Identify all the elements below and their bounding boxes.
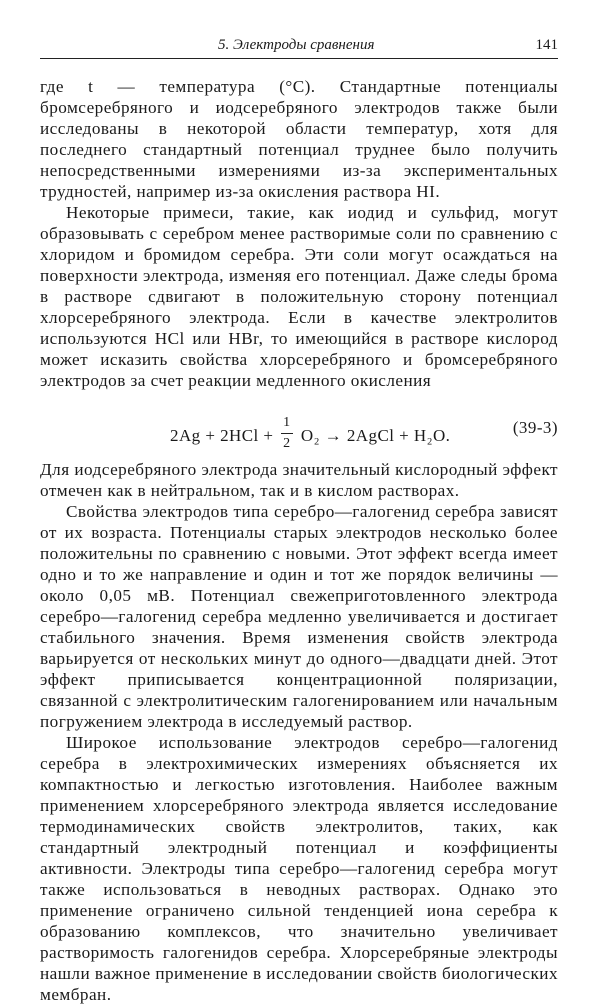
fraction-denominator: 2 xyxy=(283,436,291,451)
equation-fraction xyxy=(281,414,293,454)
fraction-numerator: 1 xyxy=(283,415,291,430)
paragraph-3: Для иодсеребряного электрода значительный кислородный эффект отмечен как в нейтральном, так и в кислом растворах. xyxy=(40,460,558,500)
paragraph-4: Свойства электродов типа серебро—галогенид серебра зависят от их возраста. Потенциалы старых электродов несколько более положительны по сравнению с новыми. Этот эффект всегда имеет одно и то же направление и один и тот же порядок величины — около 0,05 мВ. Потенциал свежеприготовленного электрода серебро—галогенид серебра медленно увеличивается и достигает стабильного значения. Время изменения свойств электрода варьируется от нескольких минут до одного—двадцати дней. Этот эффект приписывается концентрационной поляризации, связанной с электролитическим галогенированием или начальным погружением электрода в исследуемый раствор. xyxy=(40,502,558,731)
body-text xyxy=(40,76,558,1005)
equation-right: O₂ → 2AgCl + H₂O. xyxy=(300,425,451,445)
page-number: 141 xyxy=(535,37,558,53)
paragraph-2: Некоторые примеси, такие, как иодид и сульфид, могут образовывать с серебром менее растворимые соли по сравнению с хлоридом и бромидом серебра. Эти соли могут осаждаться на поверхности электрода, изменяя его потенциал. Даже следы брома в растворе сдвигают в положительную сторону потенциал хлорсеребряного электрода. Если в качестве электролитов используются HCl или HBr, то имеющийся в растворе кислород может исказить свойства хлорсеребряного и бромсеребряного электродов за счет реакции медленного окисления xyxy=(40,203,558,390)
section-title: 5. Электроды сравнения xyxy=(218,37,375,53)
paragraph-1: где t — температура (°C). Стандартные потенциалы бромсеребряного и иодсеребряного электродов также были исследованы в некоторой области температур, хотя для последнего стандартный потенциал труднее было получить непосредственными измерениями из-за экспериментальных трудностей, например из-за окисления раствора HI. xyxy=(40,77,558,201)
running-header xyxy=(40,34,558,59)
equation-left: 2Ag + 2HCl + xyxy=(170,425,274,445)
paragraph-5: Широкое использование электродов серебро—галогенид серебра в электрохимических измерениях объясняется их компактностью и легкостью изготовления. Наиболее важным применением хлорсеребряного электрода является исследование термодинамических свойств электролитов, таких, как стандартный электродный потенциал и коэффициенты активности. Электроды типа серебро—галогенид серебра могут также использоваться в неводных растворах. Однако это применение ограничено сильной тенденцией иона серебра к образованию комплексов, что значительно увеличивает растворимость галогенидов серебра. Хлорсеребряные электроды нашли важное применение в исследовании свойств биологических мембран. xyxy=(40,733,558,1004)
equation-formula xyxy=(170,417,450,457)
equation-number: (39-3) xyxy=(512,418,558,437)
equation-39-3 xyxy=(40,399,558,457)
